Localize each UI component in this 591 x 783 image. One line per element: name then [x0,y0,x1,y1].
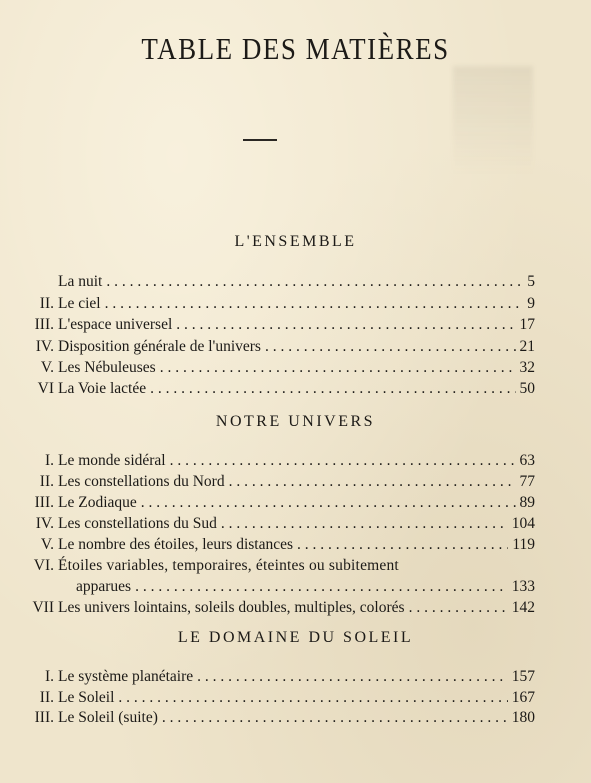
chapter-number: VI. [33,557,54,574]
dot-leader [265,336,516,358]
chapter-title: Le monde sidéral [58,452,166,469]
page-number: 63 [519,452,535,469]
section-heading-domaine-soleil: LE DOMAINE DU SOLEIL [177,629,414,646]
dot-leader [409,597,508,619]
page-number: 142 [511,599,535,616]
toc-entry [0,471,591,493]
section-heading-ensemble: L'ENSEMBLE [234,233,357,250]
toc-entry [0,450,591,472]
chapter-title: L'espace universel [58,316,173,333]
chapter-title: La Voie lactée [58,380,147,397]
dot-leader [160,357,516,379]
chapter-number: V. [40,359,54,376]
chapter-title: Le ciel [58,295,101,312]
page-number: 133 [511,578,535,595]
chapter-number: III. [34,494,54,511]
dot-leader [106,271,523,293]
chapter-title: La nuit [58,273,103,290]
page-number: 167 [511,689,535,706]
toc-entry [0,513,591,535]
page-number: 32 [519,359,535,376]
section-heading-notre-univers: NOTRE UNIVERS [215,413,376,430]
dot-leader [141,492,516,514]
title-rule [243,139,277,141]
chapter-title: Disposition générale de l'univers [58,338,261,355]
chapter-title: apparues [76,578,132,595]
toc-entry [0,336,591,358]
toc-entry [0,357,591,379]
page-title: TABLE DES MATIÈRES [141,32,450,66]
chapter-number: II. [39,689,54,706]
chapter-number: VII [32,599,54,616]
chapter-title: Le nombre des étoiles, leurs distances [58,536,294,553]
chapter-number: III. [34,316,54,333]
page-number: 77 [519,473,535,490]
chapter-number: I. [44,452,54,469]
page-number: 50 [519,380,535,397]
chapter-title: Le système planétaire [58,668,194,685]
page-number: 17 [519,316,535,333]
toc-entry [0,597,591,619]
dot-leader [297,534,508,556]
dot-leader [229,471,516,493]
page-number: 157 [511,668,535,685]
dot-leader [135,576,508,598]
dot-leader [150,378,515,400]
page-number: 9 [527,295,535,312]
chapter-number: III. [34,709,54,726]
chapter-title: Les constellations du Sud [58,515,217,532]
chapter-number: IV. [35,515,54,532]
dot-leader [176,314,515,336]
page-number: 89 [519,494,535,511]
chapter-title: Le Zodiaque [58,494,137,511]
chapter-title-line1: Étoiles variables, temporaires, éteintes ou subitement [58,557,399,574]
dot-leader [162,707,508,729]
page-number: 5 [527,273,535,290]
toc-entry [0,707,591,729]
dot-leader [105,293,524,315]
dot-leader [118,687,507,709]
page-number: 119 [512,536,535,553]
chapter-number: II. [39,473,54,490]
page-number: 21 [519,338,535,355]
toc-entry [0,576,591,598]
page-number: 104 [511,515,535,532]
toc-entry [0,687,591,709]
toc-entry [0,378,591,400]
chapter-number: V. [40,536,54,553]
chapter-number: I. [44,668,54,685]
chapter-title: Les constellations du Nord [58,473,225,490]
chapter-title: Les Nébuleuses [58,359,156,376]
toc-entry [0,492,591,514]
dot-leader [170,450,516,472]
toc-entry [0,314,591,336]
chapter-title: Le Soleil [58,689,115,706]
page-number: 180 [511,709,535,726]
chapter-number: II. [39,295,54,312]
toc-entry [0,534,591,556]
toc-entry [0,666,591,688]
chapter-number: VI [37,380,54,397]
dot-leader [197,666,508,688]
toc-entry [0,271,591,293]
chapter-title: Le Soleil (suite) [58,709,158,726]
dot-leader [221,513,508,535]
toc-entry [0,293,591,315]
chapter-number: IV. [35,338,54,355]
chapter-title: Les univers lointains, soleils doubles, multiples, colorés [58,599,405,616]
toc-entry-first-line [0,555,591,577]
ink-bleed-through [453,66,533,176]
